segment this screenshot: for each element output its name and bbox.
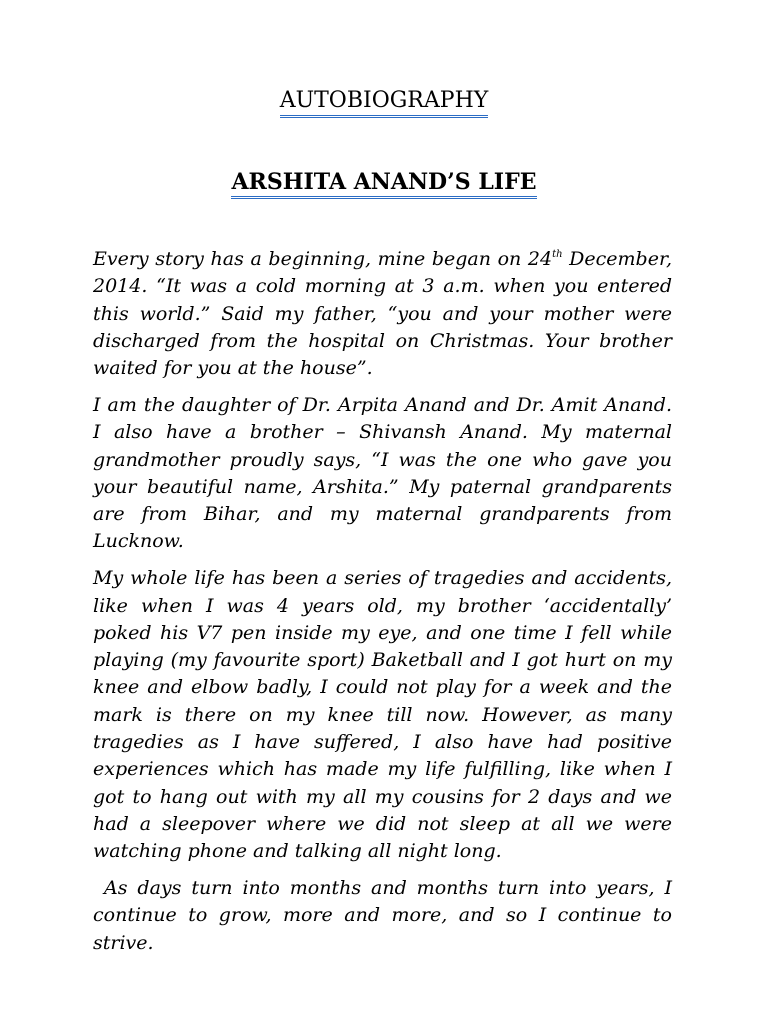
- paragraph-birth-text-end: December, 2014. “It was a cold morning at 3 a.m. when you entered this world.” Said my father, “you and your mother were discharged from the hospital on Christmas. Your brother waited for you at the house”.: [93, 248, 672, 380]
- document-title-text: AUTOBIOGRAPHY: [280, 86, 489, 118]
- document-subtitle: [0, 167, 768, 199]
- paragraph-birth-text-start: Every story has a beginning, mine began on 24: [93, 248, 553, 270]
- paragraph-birth: [93, 246, 672, 382]
- paragraph-tragedies: My whole life has been a series of tragedies and accidents, like when I was 4 years old, my brother ‘accidentally’ poked his V7 pen inside my eye, and one time I fell while playing (my favourite sport) Baketball and I got hurt on my knee and elbow badly, I could not play for a week and the mark is there on my knee till now. However, as many tragedies as I have suffered, I also have had positive experiences which has made my life fulfilling, like when I got to hang out with my all my cousins for 2 days and we had a sleepover where we did not sleep at all we were watching phone and talking all night long.: [93, 567, 672, 863]
- paragraph-conclusion: [93, 875, 672, 957]
- date-ordinal-suffix: th: [552, 249, 563, 260]
- document-title: [0, 86, 768, 118]
- paragraph-conclusion-text: As days turn into months and months turn into years, I continue to grow, more and more, and so I continue to strive.: [93, 877, 672, 954]
- paragraph-family: I am the daughter of Dr. Arpita Anand and Dr. Amit Anand. I also have a brother – Shivansh Anand. My maternal grandmother proudly says, “I was the one who gave you your beautiful name, Arshita.” My paternal grandparents are from Bihar, and my maternal grandparents from Lucknow.: [93, 393, 672, 553]
- document-subtitle-text: ARSHITA ANAND’S LIFE: [231, 167, 536, 199]
- document-body: [93, 246, 672, 966]
